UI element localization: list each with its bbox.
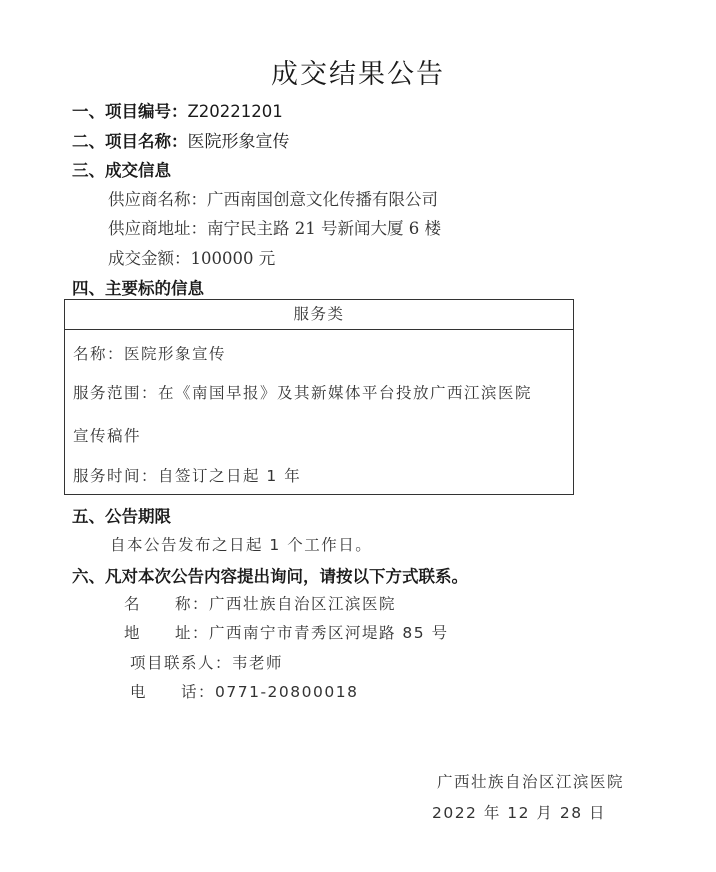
project-number-row xyxy=(72,98,283,122)
contact-address: 地 址：广西南宁市青秀区河堤路 85 号 xyxy=(124,624,449,642)
signature-org: 广西壮族自治区江滨医院 xyxy=(436,773,624,791)
deal-amount: 成交金额：100000 元 xyxy=(108,249,276,268)
supplier-name: 供应商名称：广西南国创意文化传播有限公司 xyxy=(108,190,438,209)
notice-period-heading: 五、公告期限 xyxy=(72,507,171,526)
contact-person: 项目联系人：韦老师 xyxy=(130,654,284,672)
contact-heading: 六、凡对本次公告内容提出询问，请按以下方式联系。 xyxy=(72,567,468,586)
table-header: 服务类 xyxy=(65,300,573,330)
main-subject-heading: 四、主要标的信息 xyxy=(72,279,204,298)
project-name-value: 医院形象宣传 xyxy=(187,132,290,152)
subject-info-table xyxy=(64,299,574,495)
supplier-address: 供应商地址：南宁民主路 21 号新闻大厦 6 楼 xyxy=(108,219,441,238)
table-row-scope: 服务范围：在《南国早报》及其新媒体平台投放广西江滨医院 xyxy=(73,384,533,402)
table-row-scope-continued: 宣传稿件 xyxy=(73,427,142,445)
project-number-label: 一、项目编号： xyxy=(72,102,188,121)
notice-period-text: 自本公告发布之日起 1 个工作日。 xyxy=(110,536,373,554)
table-row-time: 服务时间：自签订之日起 1 年 xyxy=(73,467,302,485)
deal-info-heading: 三、成交信息 xyxy=(72,161,171,180)
signature-date: 2022 年 12 月 28 日 xyxy=(431,804,606,822)
project-name-row xyxy=(72,127,290,152)
contact-name: 名 称：广西壮族自治区江滨医院 xyxy=(124,595,397,613)
contact-phone: 电 话：0771-20800018 xyxy=(130,683,359,701)
project-name-label: 二、项目名称： xyxy=(72,132,188,151)
project-number-value: Z20221201 xyxy=(187,102,283,121)
table-row-name: 名称：医院形象宣传 xyxy=(73,345,227,363)
page-title: 成交结果公告 xyxy=(271,59,445,90)
